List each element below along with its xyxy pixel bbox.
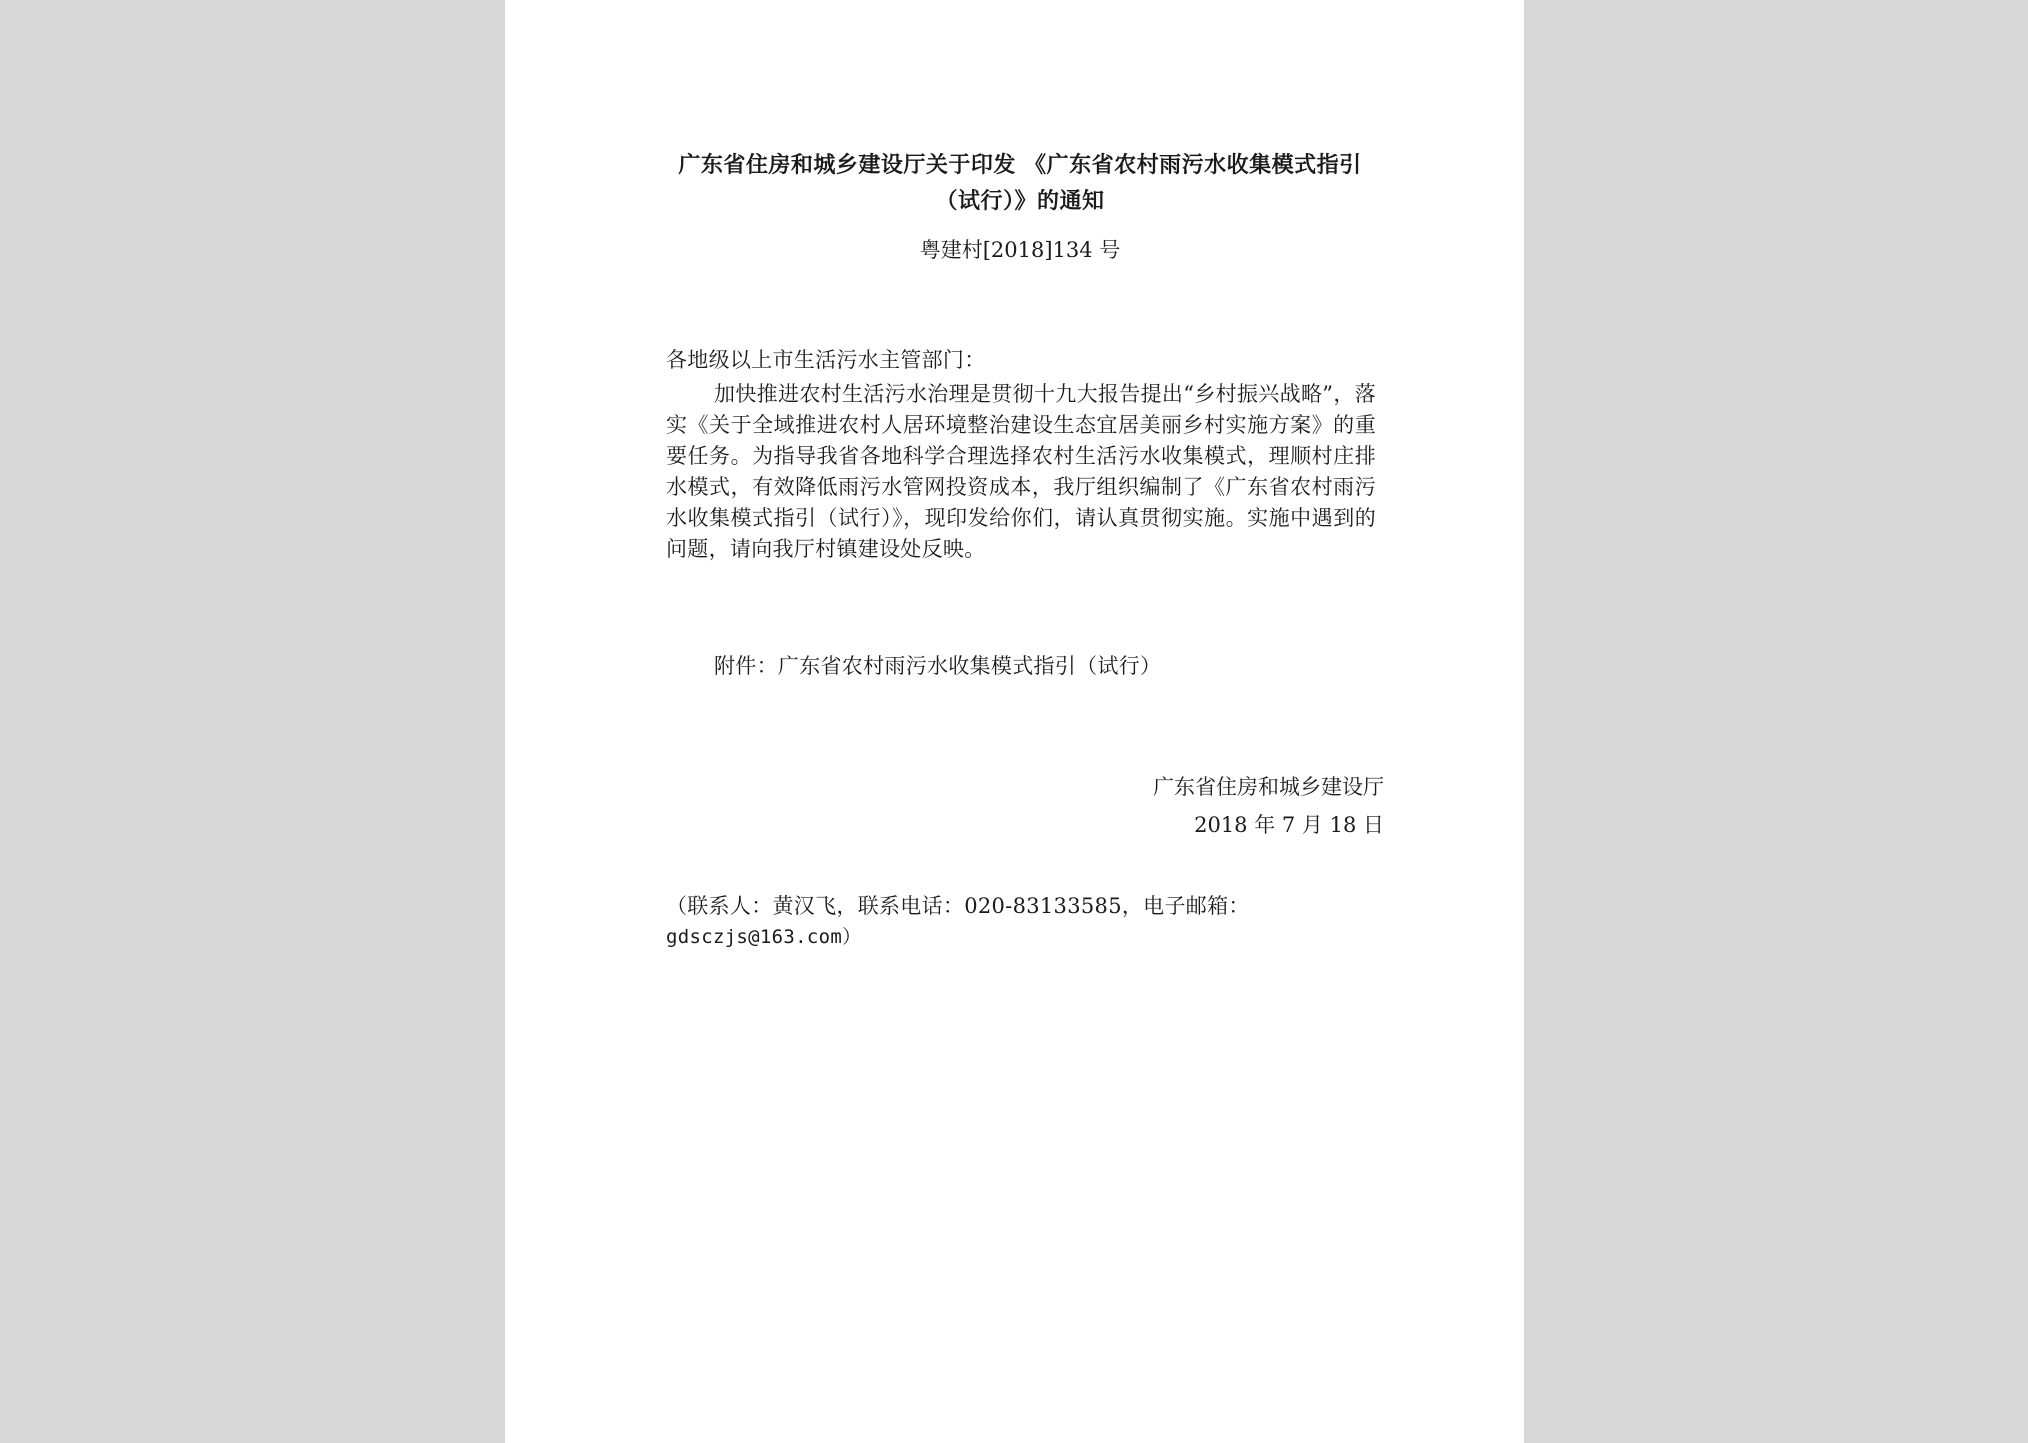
contact-info [666,891,1376,953]
contact-line: （联系人：黄汉飞，联系电话：020-83133585，电子邮箱： [666,894,1250,918]
document-number: 粤建村[2018]134 号 [919,238,1121,262]
body-paragraph: 加快推进农村生活污水治理是贯彻十九大报告提出“乡村振兴战略”，落实《关于全域推进农村人居环境整治建设生态宜居美丽乡村实施方案》的重要任务。为指导我省各地科学合理选择农村生活污水收集模式，理顺村庄排水模式，有效降低雨污水管网投资成本，我厅组织编制了《广东省农村雨污水收集模式指引（试行）》，现印发给你们，请认真贯彻实施。实施中遇到的问题，请向我厅村镇建设处反映。 [666,382,1376,561]
contact-email-line: gdsczjs@163.com） [666,926,862,948]
document-page [505,0,1524,1443]
document-title: 广东省住房和城乡建设厅关于印发 《广东省农村雨污水收集模式指引（试行）》的通知 [678,153,1362,214]
signature-date: 2018 年 7 月 18 日 [1194,813,1384,837]
signature-organization: 广东省住房和城乡建设厅 [1153,775,1384,799]
attachment-line: 附件：广东省农村雨污水收集模式指引（试行） [714,654,1162,678]
salutation: 各地级以上市生活污水主管部门： [666,348,986,372]
